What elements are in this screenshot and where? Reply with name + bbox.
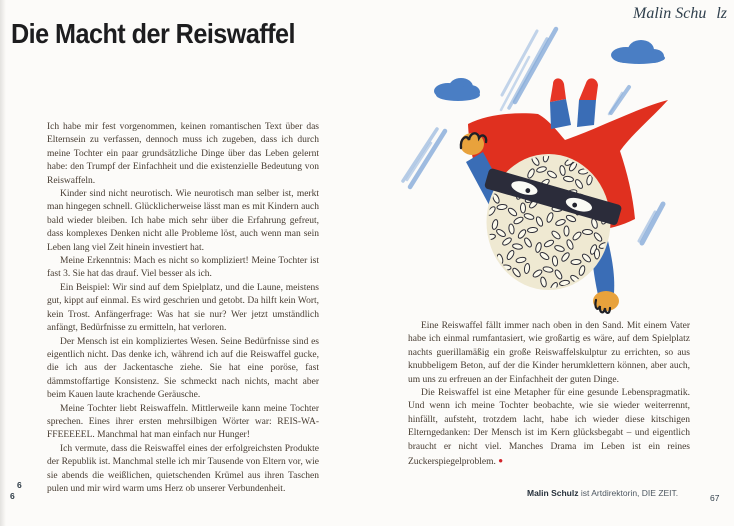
- author-name-part: Malin Schu: [633, 5, 707, 22]
- article-title: Die Macht der Reiswaffel: [11, 18, 295, 49]
- left-text-column: [47, 121, 319, 496]
- page-number-left: 6: [10, 491, 15, 501]
- page-number-left: 6: [17, 480, 22, 490]
- author-credit: [527, 488, 678, 498]
- paragraph-text: Die Reiswaffel ist eine Metapher für eine gesunde Lebenspragmatik. Und wenn ich meine Tochter beobachte, wie sie wieder weiterrennt, hinfällt, aufsteht, trotzdem lacht, habe ich wieder diese kitschigen Elterngedanken: Der Mensch ist im Kern glücksbegabt – und eigentlich braucht er nicht viel. Manches Drama im Leben ist ein reines Zuckerspiegelproblem.: [408, 388, 690, 468]
- paragraph: Ich vermute, dass die Reiswaffel eines der erfolgreichsten Produkte der Republik ist. Manchmal stelle ich mir Tausende von Eltern vor, wie sie abends die weißlichen, quietschenden Krümel aus ihren Taschen pulen und mir wird warm ums Herz ob unserer Verbundenheit.: [47, 443, 319, 494]
- cloud-icon: [434, 78, 480, 101]
- paragraph: Meine Erkenntnis: Mach es nicht so kompliziert! Meine Tochter ist fast 3. Sie hat das drauf. Viel besser als ich.: [47, 256, 319, 280]
- rice-waffle-superhero-illustration: [375, 20, 734, 320]
- page-number-right: 67: [710, 493, 720, 503]
- author-credit-name: Malin Schulz: [527, 488, 579, 498]
- paragraph: [408, 387, 690, 469]
- right-text-column: [408, 320, 690, 469]
- paragraph: Meine Tochter liebt Reiswaffeln. Mittlerweile kann meine Tochter sprechen. Eines ihrer ersten mehrsilbigen Wörter war: REIS-WA-FFEEEEEL. Manchmal hat man einfach nur Hunger!: [47, 403, 319, 441]
- paragraph: Der Mensch ist ein kompliziertes Wesen. Seine Bedürfnisse sind es eigentlich nicht. Das denke ich, während ich auf die Reiswaffel gucke, die ich aus der Jackentasche ziehe. Sie hat eine poröse, fast dämmstoffartige Konsistenz. Sie schmeckt nach nichts, macht aber beim Kauen laute krachende Geräusche.: [47, 336, 319, 401]
- cloud-icon: [611, 40, 665, 64]
- paragraph: Eine Reiswaffel fällt immer nach oben in den Sand. Mit einem Vater habe ich einmal rumfantasiert, wie großartig es wäre, auf dem Spielplatz nachts guerillamäßig ein große Reiswaffelskulptur zu errichten, so aus knubbeligem Beton, auf der die Kinder herumklettern können, aber auch, um uns zu erfreuen an der Einfachheit der guten Dinge.: [408, 321, 690, 385]
- end-of-article-dot: ●: [498, 456, 504, 466]
- paragraph: Kinder sind nicht neurotisch. Wie neurotisch man selber ist, merkt man hingegen schnell. Glücklicherweise lässt man es mit Kindern auch bald wieder bleiben. Ich habe mich sehr über die Erfahrung gefreut, dass komplexes Denken nicht alle Probleme löst, auch wenn man sein Leben lang viel Zeit hinein investiert hat.: [47, 189, 319, 253]
- paragraph: Ein Beispiel: Wir sind auf dem Spielplatz, und die Laune, meistens gut, kippt auf einmal. Es wird geschrien und getobt. Da hilft kein Wort, kein Trost. Anfängerfrage: Was hat sie nur? Wer jetzt umständlich anfängt, Bedürfnisse zu ermitteln, hat verloren.: [47, 282, 319, 334]
- author-name-part: lz: [716, 5, 727, 22]
- paragraph: Ich habe mir fest vorgenommen, keinen romantischen Text über das Elternsein zu verfassen, dennoch muss ich zugeben, dass ich durch meine Tochter ein paar grundsätzliche Dinge über das Leben gelernt habe: den Trumpf der Einfachheit und die existenzielle Bedeutung von Reiswaffeln.: [47, 122, 319, 186]
- page-edge-shadow: [0, 0, 6, 526]
- author-credit-role: ist Artdirektorin, DIE ZEIT.: [578, 488, 679, 498]
- legs: [550, 78, 598, 129]
